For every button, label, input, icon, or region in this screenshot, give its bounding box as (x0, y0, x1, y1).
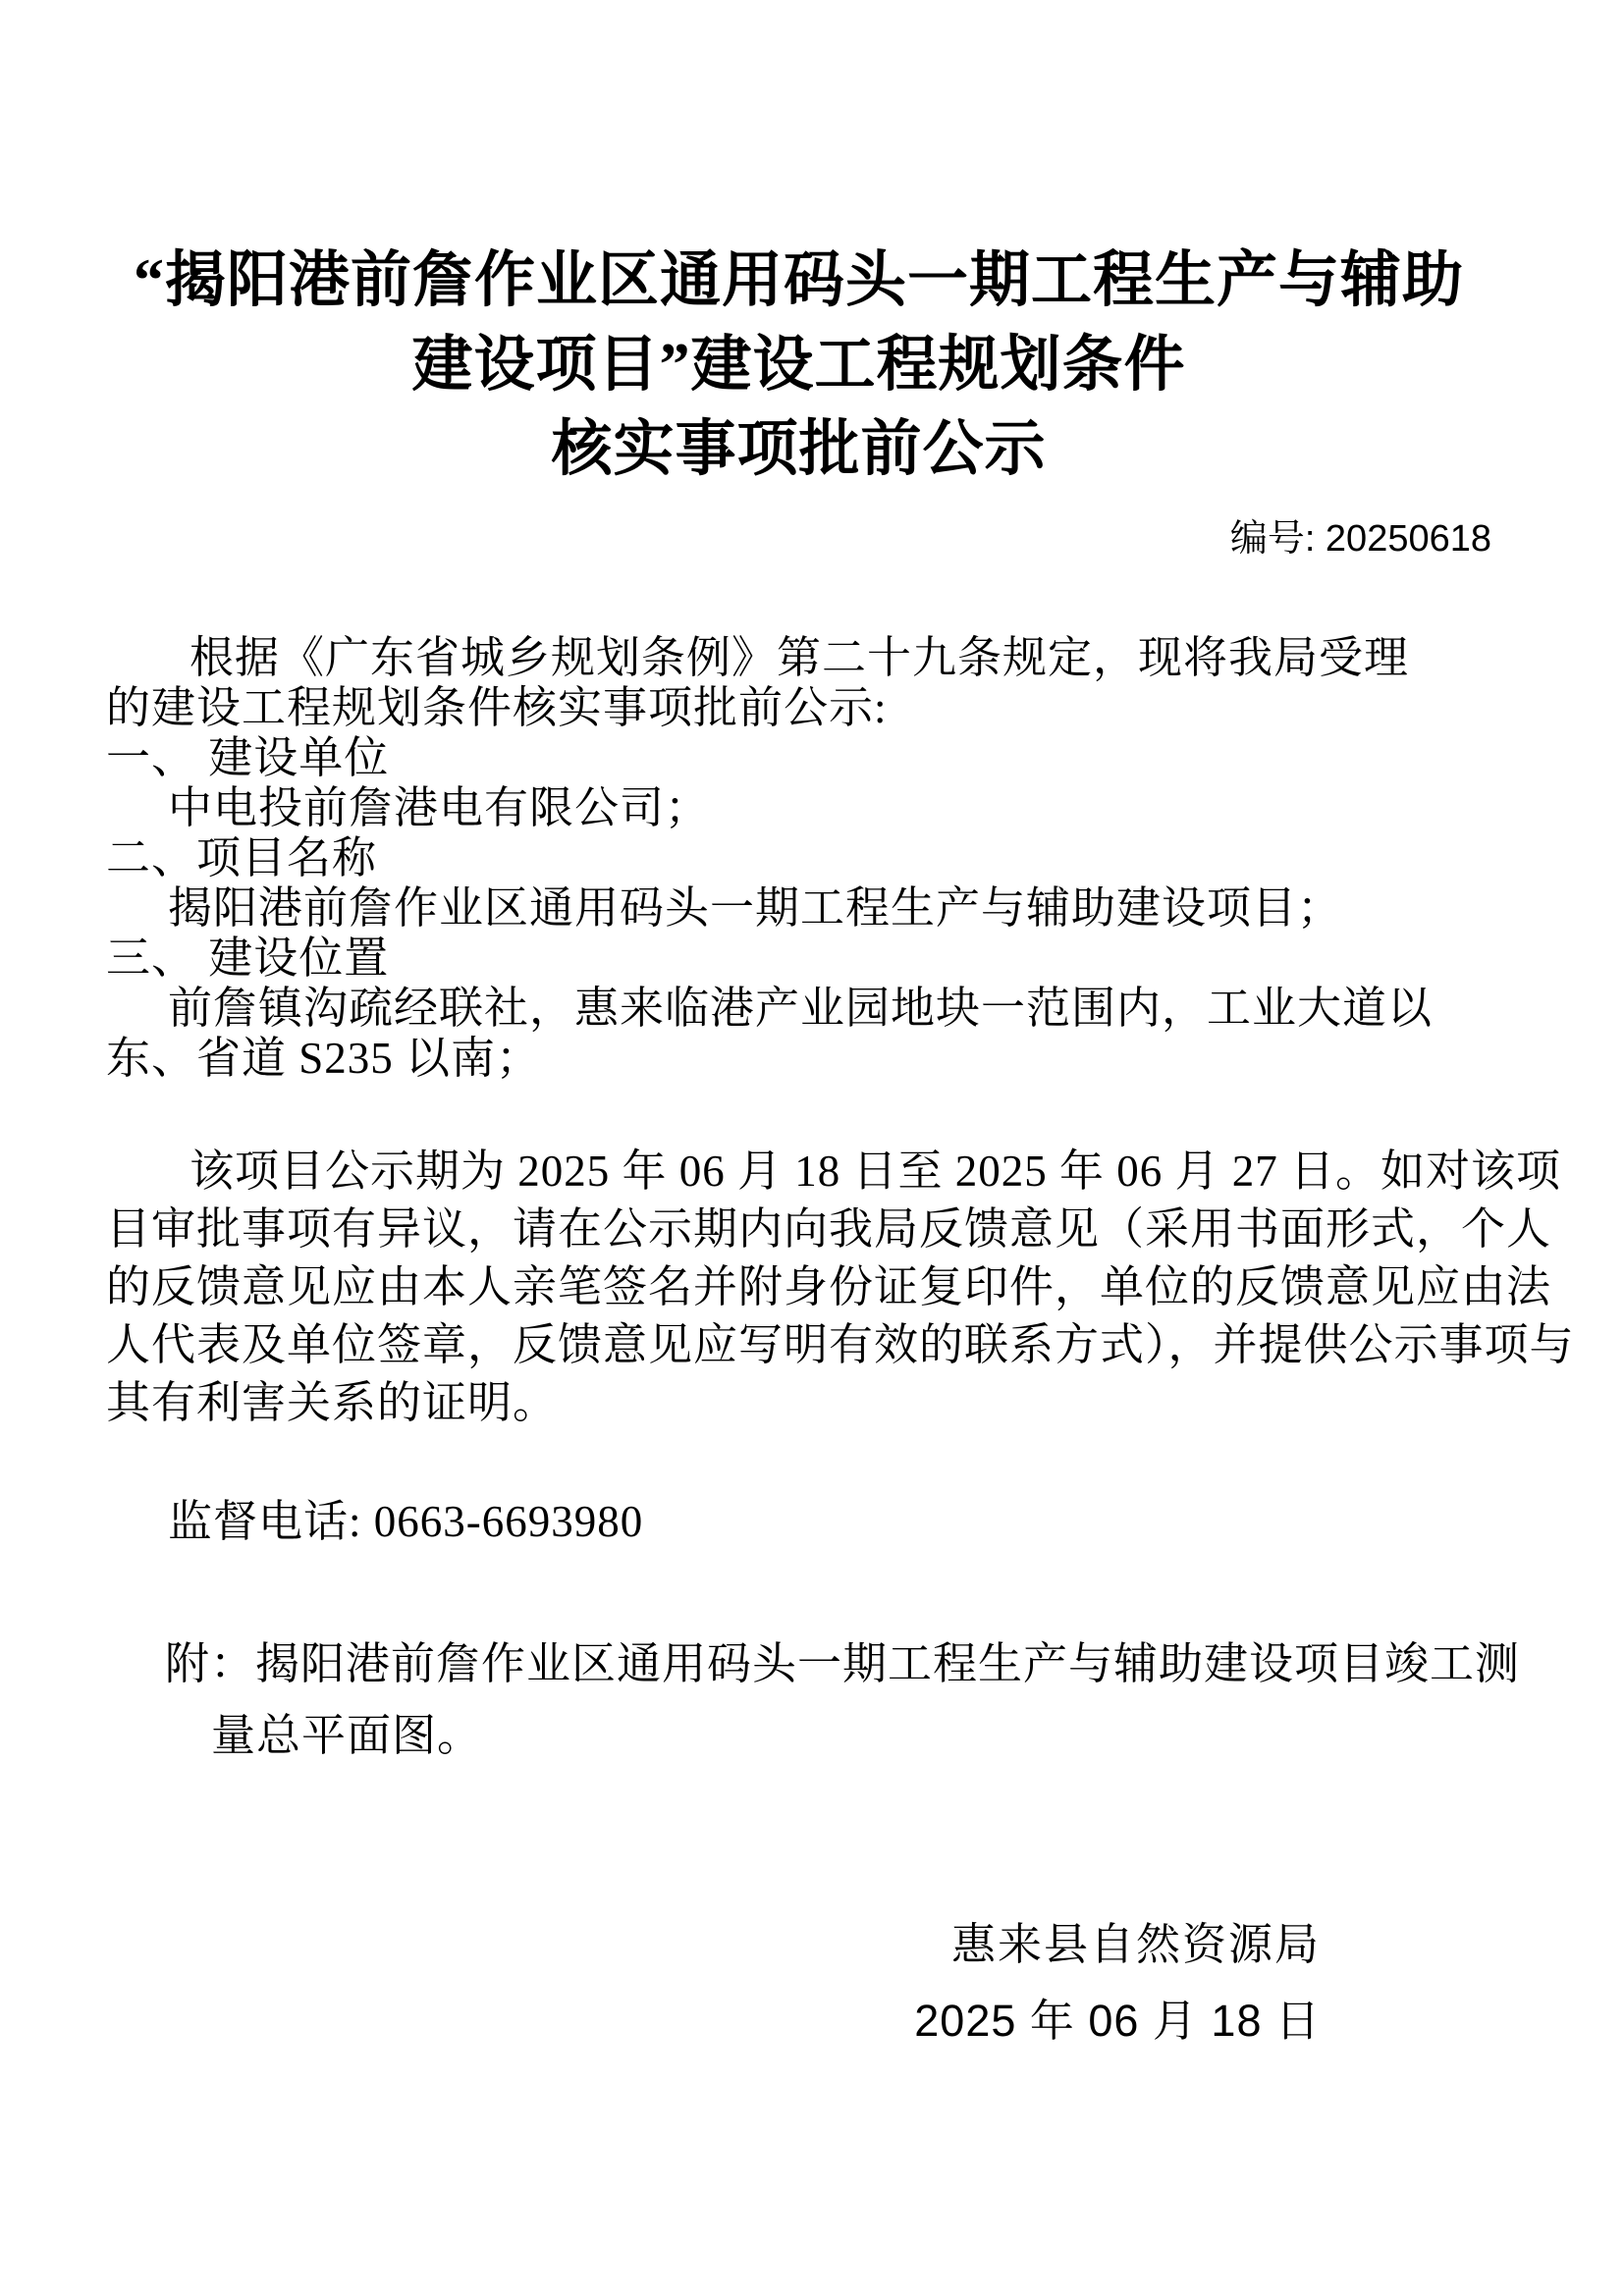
notice-line-4: 人代表及单位签章，反馈意见应写明有效的联系方式），并提供公示事项与 (106, 1320, 1575, 1369)
notice-period-paragraph (106, 1143, 1575, 1432)
section-3-content-line-2: 东、省道 S235 以南； (106, 1034, 542, 1083)
signature-block (106, 1907, 1491, 2058)
notice-line-3: 的反馈意见应由本人亲笔签名并附身份证复印件，单位的反馈意见应由法 (106, 1262, 1552, 1311)
attachment-line-1: 附：揭阳港前詹作业区通用码头一期工程生产与辅助建设项目竣工测 (165, 1639, 1521, 1688)
attachment-note (106, 1629, 1521, 1772)
section-1-heading: 一、 建设单位 (106, 733, 390, 782)
attachment-line-2: 量总平面图。 (211, 1711, 483, 1760)
document-title (106, 239, 1491, 492)
notice-line-5: 其有利害关系的证明。 (106, 1378, 559, 1427)
supervision-phone-section (106, 1497, 1491, 1547)
document-body (106, 633, 1491, 1084)
document-number: 编号: 20250618 (1229, 518, 1491, 560)
section-2-heading: 二、项目名称 (106, 833, 378, 882)
issue-date: 2025 年 06 月 18 日 (914, 1996, 1321, 2046)
title-line-2: 建设项目”建设工程规划条件 (411, 332, 1186, 399)
intro-line-1: 根据《广东省城乡规划条例》第二十九条规定，现将我局受理 (189, 633, 1410, 682)
title-line-3: 核实事项批前公示 (551, 416, 1047, 483)
notice-line-1: 该项目公示期为 2025 年 06 月 18 日至 2025 年 06 月 27 日。如对该项 (189, 1147, 1562, 1196)
title-line-1: “揭阳港前詹作业区通用码头一期工程生产与辅助 (133, 247, 1464, 314)
section-2-content: 揭阳港前詹作业区通用码头一期工程生产与辅助建设项目； (168, 883, 1343, 933)
section-3-content-line-1: 前詹镇沟疏经联社，惠来临港产业园地块一范围内，工业大道以 (168, 984, 1434, 1033)
section-3-heading: 三、 建设位置 (106, 934, 390, 983)
issuing-authority: 惠来县自然资源局 (950, 1920, 1321, 1969)
intro-line-2: 的建设工程规划条件核实事项批前公示: (106, 683, 888, 732)
supervision-phone: 监督电话: 0663-6693980 (168, 1497, 644, 1546)
section-1-content: 中电投前詹港电有限公司； (168, 783, 711, 832)
notice-line-2: 目审批事项有异议，请在公示期内向我局反馈意见（采用书面形式，个人 (106, 1204, 1552, 1254)
